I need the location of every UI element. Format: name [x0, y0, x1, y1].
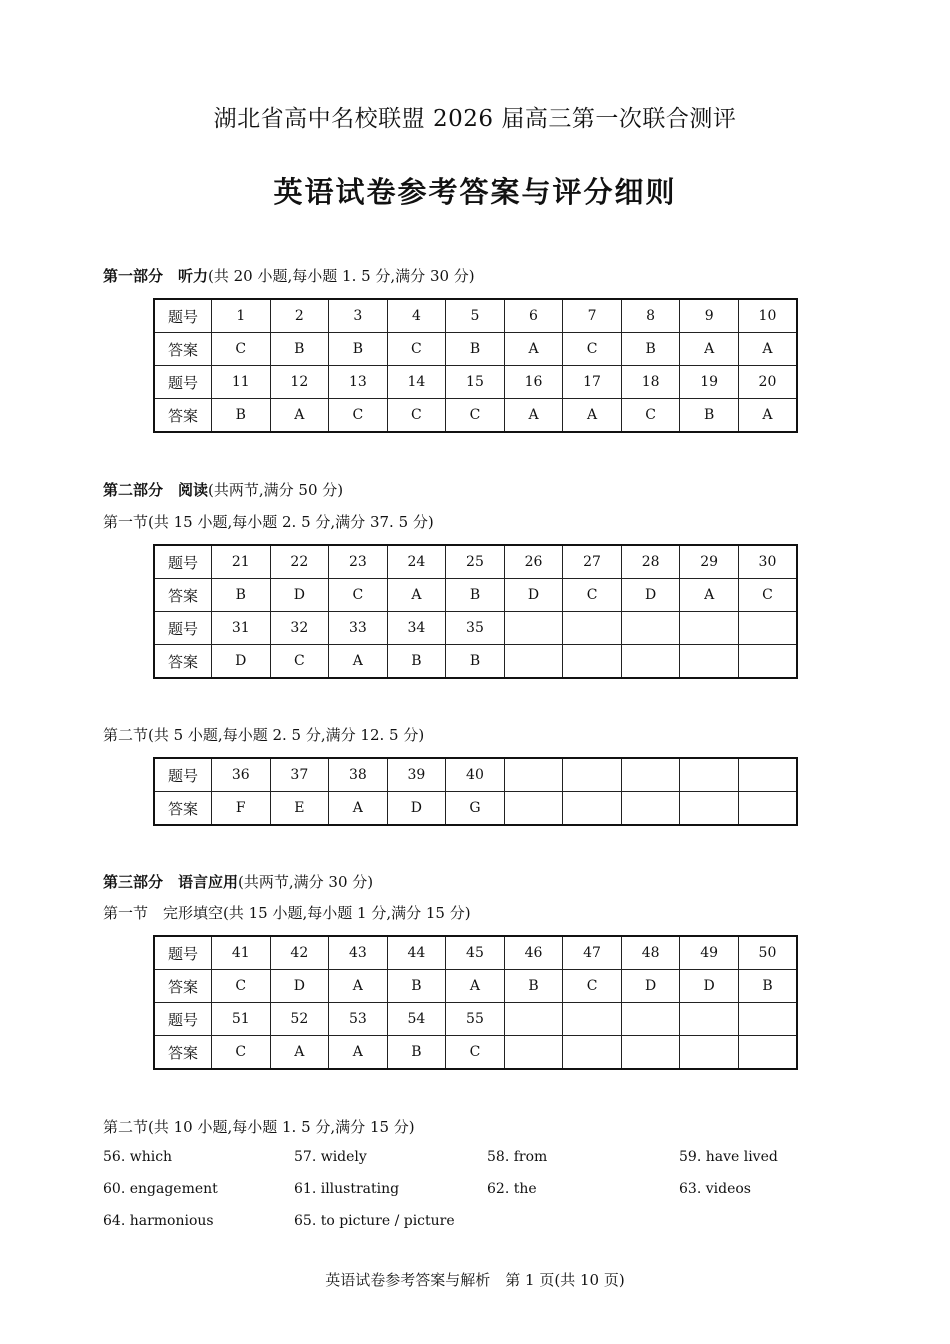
question-number-cell: 14 — [387, 366, 446, 399]
part3-section1-answer-table — [153, 935, 798, 1070]
question-number-cell — [563, 758, 622, 792]
part2-section2-answer-table — [153, 757, 798, 826]
answer-cell: D — [621, 970, 680, 1003]
question-number-cell: 38 — [329, 758, 388, 792]
question-number-cell — [563, 1003, 622, 1036]
page-footer: 英语试卷参考答案与解析 第 1 页(共 10 页) — [325, 1271, 625, 1289]
part3-section2-heading: 第二节(共 10 小题,每小题 1. 5 分,满分 15 分) — [103, 1118, 415, 1136]
answer-cell: C — [329, 579, 388, 612]
fill-answer-63: 63. videos — [679, 1181, 751, 1197]
answer-cell: B — [738, 970, 797, 1003]
question-number-cell: 44 — [387, 936, 446, 970]
question-number-cell: 41 — [212, 936, 271, 970]
answer-cell: D — [621, 579, 680, 612]
answer-cell: C — [387, 333, 446, 366]
question-number-cell: 39 — [387, 758, 446, 792]
answer-cell: A — [329, 645, 388, 679]
exam-subtitle: 湖北省高中名校联盟 2026 届高三第一次联合测评 — [213, 106, 737, 132]
question-number-cell: 19 — [680, 366, 739, 399]
table-row — [154, 1003, 797, 1036]
answer-cell: D — [270, 579, 329, 612]
answer-cell: D — [504, 579, 563, 612]
question-number-cell: 21 — [212, 545, 271, 579]
part1-heading-bold: 第一部分 听力 — [103, 267, 209, 285]
question-number-cell: 25 — [446, 545, 505, 579]
answer-cell: A — [738, 399, 797, 433]
question-number-cell: 43 — [329, 936, 388, 970]
answer-cell: C — [212, 1036, 271, 1070]
row-label-answer: 答案 — [154, 645, 212, 679]
answer-cell: B — [387, 645, 446, 679]
answer-cell: B — [680, 399, 739, 433]
question-number-cell: 42 — [270, 936, 329, 970]
answer-cell: A — [270, 1036, 329, 1070]
question-number-cell — [504, 758, 563, 792]
answer-cell: D — [387, 792, 446, 826]
question-number-cell — [621, 758, 680, 792]
question-number-cell: 50 — [738, 936, 797, 970]
answer-cell: B — [212, 579, 271, 612]
answer-cell: A — [504, 399, 563, 433]
question-number-cell — [504, 1003, 563, 1036]
part2-heading-rest: (共两节,满分 50 分) — [208, 481, 344, 499]
answer-cell: A — [504, 333, 563, 366]
row-label-answer: 答案 — [154, 399, 212, 433]
row-label-answer: 答案 — [154, 970, 212, 1003]
row-label-answer: 答案 — [154, 792, 212, 826]
row-label-answer: 答案 — [154, 1036, 212, 1070]
question-number-cell: 1 — [212, 299, 271, 333]
table-row — [154, 366, 797, 399]
answer-cell: C — [329, 399, 388, 433]
part2-section1-answer-table — [153, 544, 798, 679]
question-number-cell — [680, 612, 739, 645]
answer-cell — [738, 792, 797, 826]
answer-cell: C — [738, 579, 797, 612]
answer-cell: A — [329, 792, 388, 826]
answer-cell: D — [680, 970, 739, 1003]
question-number-cell: 48 — [621, 936, 680, 970]
answer-cell: B — [387, 970, 446, 1003]
answer-cell: A — [446, 970, 505, 1003]
question-number-cell — [621, 612, 680, 645]
row-label-question-number: 题号 — [154, 1003, 212, 1036]
row-label-question-number: 题号 — [154, 612, 212, 645]
table-row — [154, 299, 797, 333]
question-number-cell: 26 — [504, 545, 563, 579]
question-number-cell: 55 — [446, 1003, 505, 1036]
question-number-cell: 12 — [270, 366, 329, 399]
answer-cell — [738, 645, 797, 679]
table-row — [154, 936, 797, 970]
question-number-cell — [680, 758, 739, 792]
question-number-cell: 15 — [446, 366, 505, 399]
question-number-cell: 3 — [329, 299, 388, 333]
answer-cell: C — [563, 579, 622, 612]
question-number-cell: 40 — [446, 758, 505, 792]
question-number-cell: 22 — [270, 545, 329, 579]
answer-cell — [680, 792, 739, 826]
fill-answer-58: 58. from — [487, 1149, 548, 1165]
question-number-cell: 17 — [563, 366, 622, 399]
answer-cell: C — [563, 970, 622, 1003]
answer-cell: A — [387, 579, 446, 612]
question-number-cell: 5 — [446, 299, 505, 333]
answer-cell: B — [446, 333, 505, 366]
question-number-cell: 7 — [563, 299, 622, 333]
table-row — [154, 612, 797, 645]
part2-heading — [103, 479, 343, 500]
answer-cell: B — [329, 333, 388, 366]
part2-section1-heading: 第一节(共 15 小题,每小题 2. 5 分,满分 37. 5 分) — [103, 513, 434, 531]
answer-cell: C — [212, 333, 271, 366]
question-number-cell: 27 — [563, 545, 622, 579]
question-number-cell: 51 — [212, 1003, 271, 1036]
question-number-cell: 34 — [387, 612, 446, 645]
answer-cell: D — [212, 645, 271, 679]
answer-cell: B — [446, 645, 505, 679]
answer-cell: B — [621, 333, 680, 366]
fill-answer-64: 64. harmonious — [103, 1213, 214, 1229]
row-label-answer: 答案 — [154, 579, 212, 612]
fill-answer-61: 61. illustrating — [294, 1181, 400, 1197]
table-row — [154, 758, 797, 792]
answer-cell: D — [270, 970, 329, 1003]
question-number-cell — [680, 1003, 739, 1036]
fill-answer-60: 60. engagement — [103, 1181, 218, 1197]
answer-cell: F — [212, 792, 271, 826]
fill-answer-56: 56. which — [103, 1149, 173, 1165]
answer-cell: C — [446, 1036, 505, 1070]
table-row — [154, 1036, 797, 1070]
question-number-cell — [738, 612, 797, 645]
part2-section2-heading: 第二节(共 5 小题,每小题 2. 5 分,满分 12. 5 分) — [103, 726, 425, 744]
row-label-question-number: 题号 — [154, 545, 212, 579]
table-row — [154, 645, 797, 679]
question-number-cell: 13 — [329, 366, 388, 399]
question-number-cell: 49 — [680, 936, 739, 970]
table-row — [154, 579, 797, 612]
question-number-cell: 30 — [738, 545, 797, 579]
part1-heading — [103, 265, 475, 286]
fill-answer-62: 62. the — [487, 1181, 537, 1197]
part3-heading — [103, 871, 373, 892]
question-number-cell: 29 — [680, 545, 739, 579]
row-label-question-number: 题号 — [154, 758, 212, 792]
answer-cell: C — [563, 333, 622, 366]
question-number-cell: 2 — [270, 299, 329, 333]
question-number-cell — [504, 612, 563, 645]
fill-answer-65: 65. to picture / picture — [294, 1213, 455, 1229]
part3-heading-rest: (共两节,满分 30 分) — [238, 873, 374, 891]
question-number-cell: 32 — [270, 612, 329, 645]
answer-cell — [680, 1036, 739, 1070]
question-number-cell: 8 — [621, 299, 680, 333]
part1-answer-table — [153, 298, 798, 433]
part1-heading-rest: (共 20 小题,每小题 1. 5 分,满分 30 分) — [208, 267, 475, 285]
table-row — [154, 399, 797, 433]
answer-cell: A — [680, 579, 739, 612]
question-number-cell: 24 — [387, 545, 446, 579]
answer-cell — [504, 645, 563, 679]
table-row — [154, 545, 797, 579]
question-number-cell — [563, 612, 622, 645]
part2-heading-bold: 第二部分 阅读 — [103, 481, 209, 499]
answer-cell: B — [504, 970, 563, 1003]
fill-answer-59: 59. have lived — [679, 1149, 778, 1165]
question-number-cell — [621, 1003, 680, 1036]
page-title: 英语试卷参考答案与评分细则 — [273, 175, 677, 209]
question-number-cell: 6 — [504, 299, 563, 333]
answer-cell: B — [270, 333, 329, 366]
answer-cell — [621, 645, 680, 679]
answer-cell — [563, 792, 622, 826]
table-row — [154, 792, 797, 826]
answer-cell: B — [387, 1036, 446, 1070]
question-number-cell: 45 — [446, 936, 505, 970]
answer-cell: C — [446, 399, 505, 433]
answer-cell: A — [329, 970, 388, 1003]
part3-heading-bold: 第三部分 语言应用 — [103, 873, 239, 891]
question-number-cell: 54 — [387, 1003, 446, 1036]
answer-cell — [680, 645, 739, 679]
question-number-cell: 28 — [621, 545, 680, 579]
answer-cell — [621, 792, 680, 826]
answer-cell: B — [212, 399, 271, 433]
answer-cell: A — [563, 399, 622, 433]
answer-cell: A — [680, 333, 739, 366]
question-number-cell: 20 — [738, 366, 797, 399]
question-number-cell: 53 — [329, 1003, 388, 1036]
answer-cell: A — [738, 333, 797, 366]
answer-cell: G — [446, 792, 505, 826]
row-label-question-number: 题号 — [154, 936, 212, 970]
question-number-cell: 11 — [212, 366, 271, 399]
row-label-answer: 答案 — [154, 333, 212, 366]
answer-cell: B — [446, 579, 505, 612]
row-label-question-number: 题号 — [154, 366, 212, 399]
question-number-cell — [738, 758, 797, 792]
answer-cell — [504, 792, 563, 826]
answer-cell — [563, 645, 622, 679]
question-number-cell: 35 — [446, 612, 505, 645]
question-number-cell: 18 — [621, 366, 680, 399]
answer-cell: E — [270, 792, 329, 826]
part3-section1-heading: 第一节 完形填空(共 15 小题,每小题 1 分,满分 15 分) — [103, 904, 471, 922]
answer-cell — [738, 1036, 797, 1070]
question-number-cell: 16 — [504, 366, 563, 399]
answer-cell — [621, 1036, 680, 1070]
question-number-cell: 9 — [680, 299, 739, 333]
question-number-cell: 31 — [212, 612, 271, 645]
question-number-cell: 52 — [270, 1003, 329, 1036]
answer-cell — [563, 1036, 622, 1070]
question-number-cell: 23 — [329, 545, 388, 579]
fill-answer-57: 57. widely — [294, 1149, 367, 1165]
answer-cell: A — [329, 1036, 388, 1070]
answer-cell — [504, 1036, 563, 1070]
question-number-cell: 33 — [329, 612, 388, 645]
answer-cell: C — [270, 645, 329, 679]
question-number-cell: 10 — [738, 299, 797, 333]
question-number-cell: 46 — [504, 936, 563, 970]
question-number-cell — [738, 1003, 797, 1036]
table-row — [154, 333, 797, 366]
row-label-question-number: 题号 — [154, 299, 212, 333]
answer-cell: C — [212, 970, 271, 1003]
question-number-cell: 37 — [270, 758, 329, 792]
table-row — [154, 970, 797, 1003]
question-number-cell: 4 — [387, 299, 446, 333]
question-number-cell: 47 — [563, 936, 622, 970]
answer-cell: C — [387, 399, 446, 433]
answer-cell: C — [621, 399, 680, 433]
question-number-cell: 36 — [212, 758, 271, 792]
answer-cell: A — [270, 399, 329, 433]
